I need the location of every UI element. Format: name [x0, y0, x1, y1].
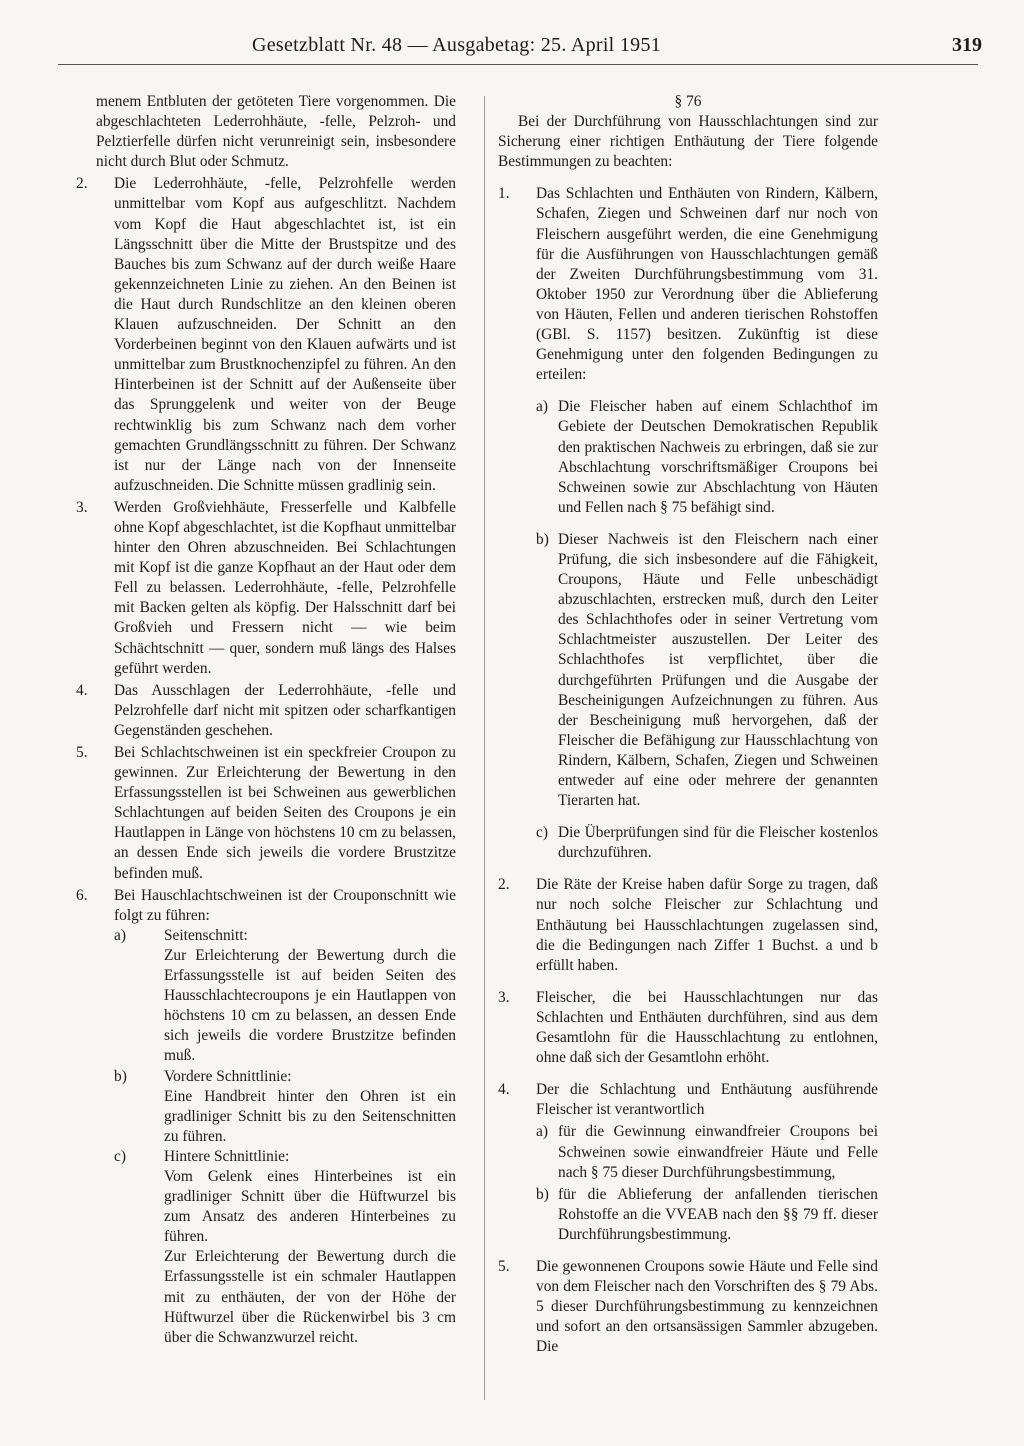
- list-item-6: [76, 886, 456, 1348]
- sub-item-text: Eine Handbreit hinter den Ohren ist ein gradliniger Schnitt bis zu den Seitenschnitten zu führen.: [164, 1087, 456, 1145]
- sub-item-letter: a): [536, 1123, 548, 1141]
- sub-item-6c: [114, 1147, 456, 1348]
- sub-item-letter: b): [536, 1185, 549, 1203]
- header-rule: [58, 64, 978, 65]
- list-item-5: [76, 743, 456, 884]
- sub-item-heading: Seitenschnitt:: [164, 926, 248, 944]
- page-number: 319: [952, 34, 982, 56]
- sub-item-letter: b): [536, 530, 549, 548]
- item-text: Die Lederrohhäute, -felle, Pelzrohfelle werden unmittelbar vom Kopf aus aufgeschlitzt. Nachdem vom Kopf die Haut abgeschlachtet ist, ist ein Längsschnitt über die Mitte der Brustspitze und des Bauches bis zum Schwanz auf der durch weiße Haare gekennzeichneten Linie zu ziehen. An den Beinen ist die Haut durch Rundschlitze an den kleinen oberen Klauen aufzuschneiden. Der Schnitt an den Vorderbeinen beginnt von den Klauen aufwärts und ist unmittelbar zum Brustknochenzipfel zu führen. An den Hinterbeinen ist der Schnitt auf der Außenseite über das Sprunggelenk und weiter von der Beuge rechtwinklig bis zum Schwanz nach dem vorher gemachten Grundlängsschnitt zu führen. Der Schwanz ist nur der Länge nach von der Innenseite aufzuschneiden. Die Schnitte müssen gradlinig sein.: [114, 175, 456, 494]
- sub-item-4b: [536, 1185, 878, 1245]
- right-column: [498, 92, 878, 1357]
- list-item-2: [76, 174, 456, 496]
- sub-item-4a: [536, 1122, 878, 1182]
- item-text: Das Schlachten und Enthäuten von Rindern, Kälbern, Schafen, Ziegen und Schweinen darf nur noch von Fleischern ausgeführt werden, die eine Genehmigung für die Ausführungen von Hausschlachtungen gemäß der Zweiten Durchführungsbestimmung vom 31. Oktober 1950 zur Verordnung über die Ablieferung von Häuten, Fellen und anderen tierischen Rohstoffen (GBl. S. 1157) besitzen. Zukünftig ist diese Genehmigung unter den folgenden Bedingungen zu erteilen:: [536, 185, 878, 384]
- item-text: Fleischer, die bei Hausschlachtungen nur das Schlachten und Enthäuten durchführen, sind aus dem Gesamtlohn für die Hausschlachtung zu entlohnen, ohne daß sich der Gesamtlohn erhöht.: [536, 988, 878, 1067]
- left-column: [76, 92, 456, 1348]
- item-number: 4.: [498, 1081, 510, 1099]
- item-number: 4.: [76, 681, 88, 699]
- item-text: Werden Großviehhäute, Fresserfelle und Kalbfelle ohne Kopf abgeschlachtet, ist die Kopfhaut unmittelbar hinter den Ohren abzuschneiden. Bei Schlachtungen mit Kopf ist die ganze Kopfhaut an der Haut oder dem Fell zu belassen. Lederrohhäute, -felle, Pelzrohfelle mit Backen gelten als köpfig. Der Halsschnitt darf bei Großvieh und Fressern nicht — wie beim Schächtschnitt — quer, sondern muß längs des Halses geführt werden.: [114, 498, 456, 677]
- list-item-5: [498, 1257, 878, 1357]
- item-text: Das Ausschlagen der Lederrohhäute, -felle und Pelzrohfelle darf nicht mit spitzen oder scharfkantigen Gegenständen geschehen.: [114, 681, 456, 739]
- item-text: Bei Hauschlachtschweinen ist der Crouponschnitt wie folgt zu führen:: [114, 886, 456, 924]
- item-text: Die Räte der Kreise haben dafür Sorge zu tragen, daß nur noch solche Fleischer zur Schlachtung und Enthäutung bei Hausschlachtungen zugelassen sind, die die Bedingungen nach Ziffer 1 Buchst. a und b erfüllt haben.: [536, 876, 878, 974]
- sub-item-text: Dieser Nachweis ist den Fleischern nach einer Prüfung, die sich insbesondere auf die Fähigkeit, Croupons, Häute und Felle unbeschädigt abzuschlachten, erstrecken muß, durch den Leiter des Schlachthofes oder in seiner Vertretung vom Schlachtmeister auszustellen. Der Leiter des Schlachthofes ist verpflichtet, über die durchgeführten Prüfungen und die Ausgabe der Bescheinigungen Aufzeichnungen zu führen. Aus der Bescheinigung muß hervorgehen, daß der Fleischer die Befähigung zur Hausschlachtung von Rindern, Kälbern, Schafen, Ziegen und Schweinen entweder auf eine oder mehrere der genannten Tierarten hat.: [558, 530, 878, 810]
- sub-item-1b: [536, 530, 878, 811]
- sub-item-letter: c): [114, 1147, 126, 1165]
- item-text: Die gewonnenen Croupons sowie Häute und Felle sind von dem Fleischer nach den Vorschriften des § 79 Abs. 5 dieser Durchführungsbestimmung zu kennzeichnen und sofort an den ortsansässigen Sammler abzugeben. Die: [536, 1257, 878, 1356]
- item-text: Der die Schlachtung und Enthäutung ausführende Fleischer ist verantwortlich: [536, 1081, 878, 1119]
- column-divider: [484, 96, 485, 1400]
- item-number: 2.: [498, 876, 510, 894]
- paragraph-continuation: menem Entbluten der getöteten Tiere vorgenommen. Die abgeschlachteten Lederrohhäute, -felle, Pelzroh- und Pelztierfelle dürfen nicht verunreinigt sein, insbesondere nicht durch Blut oder Schmutz.: [96, 93, 456, 171]
- sub-item-6a: [114, 926, 456, 1067]
- sub-item-letter: a): [114, 926, 126, 944]
- list-item-1: [498, 184, 878, 863]
- list-item-4: [76, 681, 456, 741]
- sub-item-1c: [536, 823, 878, 863]
- sub-item-letter: c): [536, 824, 548, 842]
- sub-item-letter: a): [536, 398, 548, 416]
- sub-item-1a: [536, 397, 878, 518]
- item-number: 1.: [498, 185, 510, 203]
- sub-item-text: Die Überprüfungen sind für die Fleischer kostenlos durchzuführen.: [558, 824, 878, 862]
- item-number: 5.: [498, 1257, 510, 1275]
- sub-item-text: Die Fleischer haben auf einem Schlachthof im Gebiete der Deutschen Demokratischen Republik den praktischen Nachweis zu erbringen, daß sie zur Abschlachtung vorschriftsmäßiger Croupons bei Schweinen sowie zur Abschlachtung von Häuten und Fellen nach § 75 befähigt sind.: [558, 398, 878, 516]
- section-heading: § 76: [674, 93, 702, 110]
- header-title: Gesetzblatt Nr. 48 — Ausgabetag: 25. April 1951: [252, 34, 662, 56]
- page-header: [0, 32, 1024, 64]
- item-number: 6.: [76, 886, 88, 904]
- item-number: 3.: [76, 498, 88, 516]
- item-number: 2.: [76, 175, 88, 193]
- sub-item-text: Zur Erleichterung der Bewertung durch die Erfassungsstelle ist ein schmaler Hautlappen mit zu enthäuten, der von der Höhe der Hüftwurzel über die Rückenwirbel bis 3 cm über die Schwanzwurzel reicht.: [164, 1248, 456, 1346]
- list-item-3: [76, 498, 456, 679]
- list-item-2: [498, 875, 878, 975]
- list-item-4: [498, 1080, 878, 1245]
- sub-item-heading: Hintere Schnittlinie:: [164, 1147, 290, 1165]
- sub-item-6b: [114, 1067, 456, 1147]
- sub-item-text: für die Gewinnung einwandfreier Croupons bei Schweinen sowie einwandfreier Häute und Felle nach § 75 dieser Durchführungsbestimmung,: [558, 1123, 878, 1181]
- section-intro: Bei der Durchführung von Hausschlachtungen sind zur Sicherung einer richtigen Enthäutung der Tiere folgende Bestimmungen zu beachten:: [498, 113, 878, 171]
- sub-item-text: Vom Gelenk eines Hinterbeines ist ein gradliniger Schnitt über die Hüftwurzel bis zum Ansatz des anderen Hinterbeines zu führen.: [164, 1167, 456, 1246]
- sub-item-letter: b): [114, 1067, 127, 1085]
- sub-item-text: Zur Erleichterung der Bewertung durch die Erfassungsstelle ist auf beiden Seiten des Hausschlachtecroupons je ein Hautlappen von höchstens 10 cm zu belassen, an dessen Ende sich jeweils die vordere Brustzitze befinden muß.: [164, 946, 456, 1065]
- item-text: Bei Schlachtschweinen ist ein speckfreier Croupon zu gewinnen. Zur Erleichterung der Bewertung in den Erfassungsstellen ist bei Schweinen aus gewerblichen Schlachtungen auf beiden Seiten des Croupons je ein Hautlappen in Länge von höchstens 10 cm zu belassen, an dessen Ende sich jeweils die vordere Brustzitze befinden muß.: [114, 744, 456, 882]
- item-number: 5.: [76, 744, 88, 761]
- list-item-3: [498, 988, 878, 1068]
- sub-item-text: für die Ablieferung der anfallenden tierischen Rohstoffe an die VVEAB nach den §§ 79 ff. dieser Durchführungsbestimmung.: [558, 1185, 878, 1243]
- item-number: 3.: [498, 988, 510, 1006]
- sub-item-heading: Vordere Schnittlinie:: [164, 1067, 292, 1085]
